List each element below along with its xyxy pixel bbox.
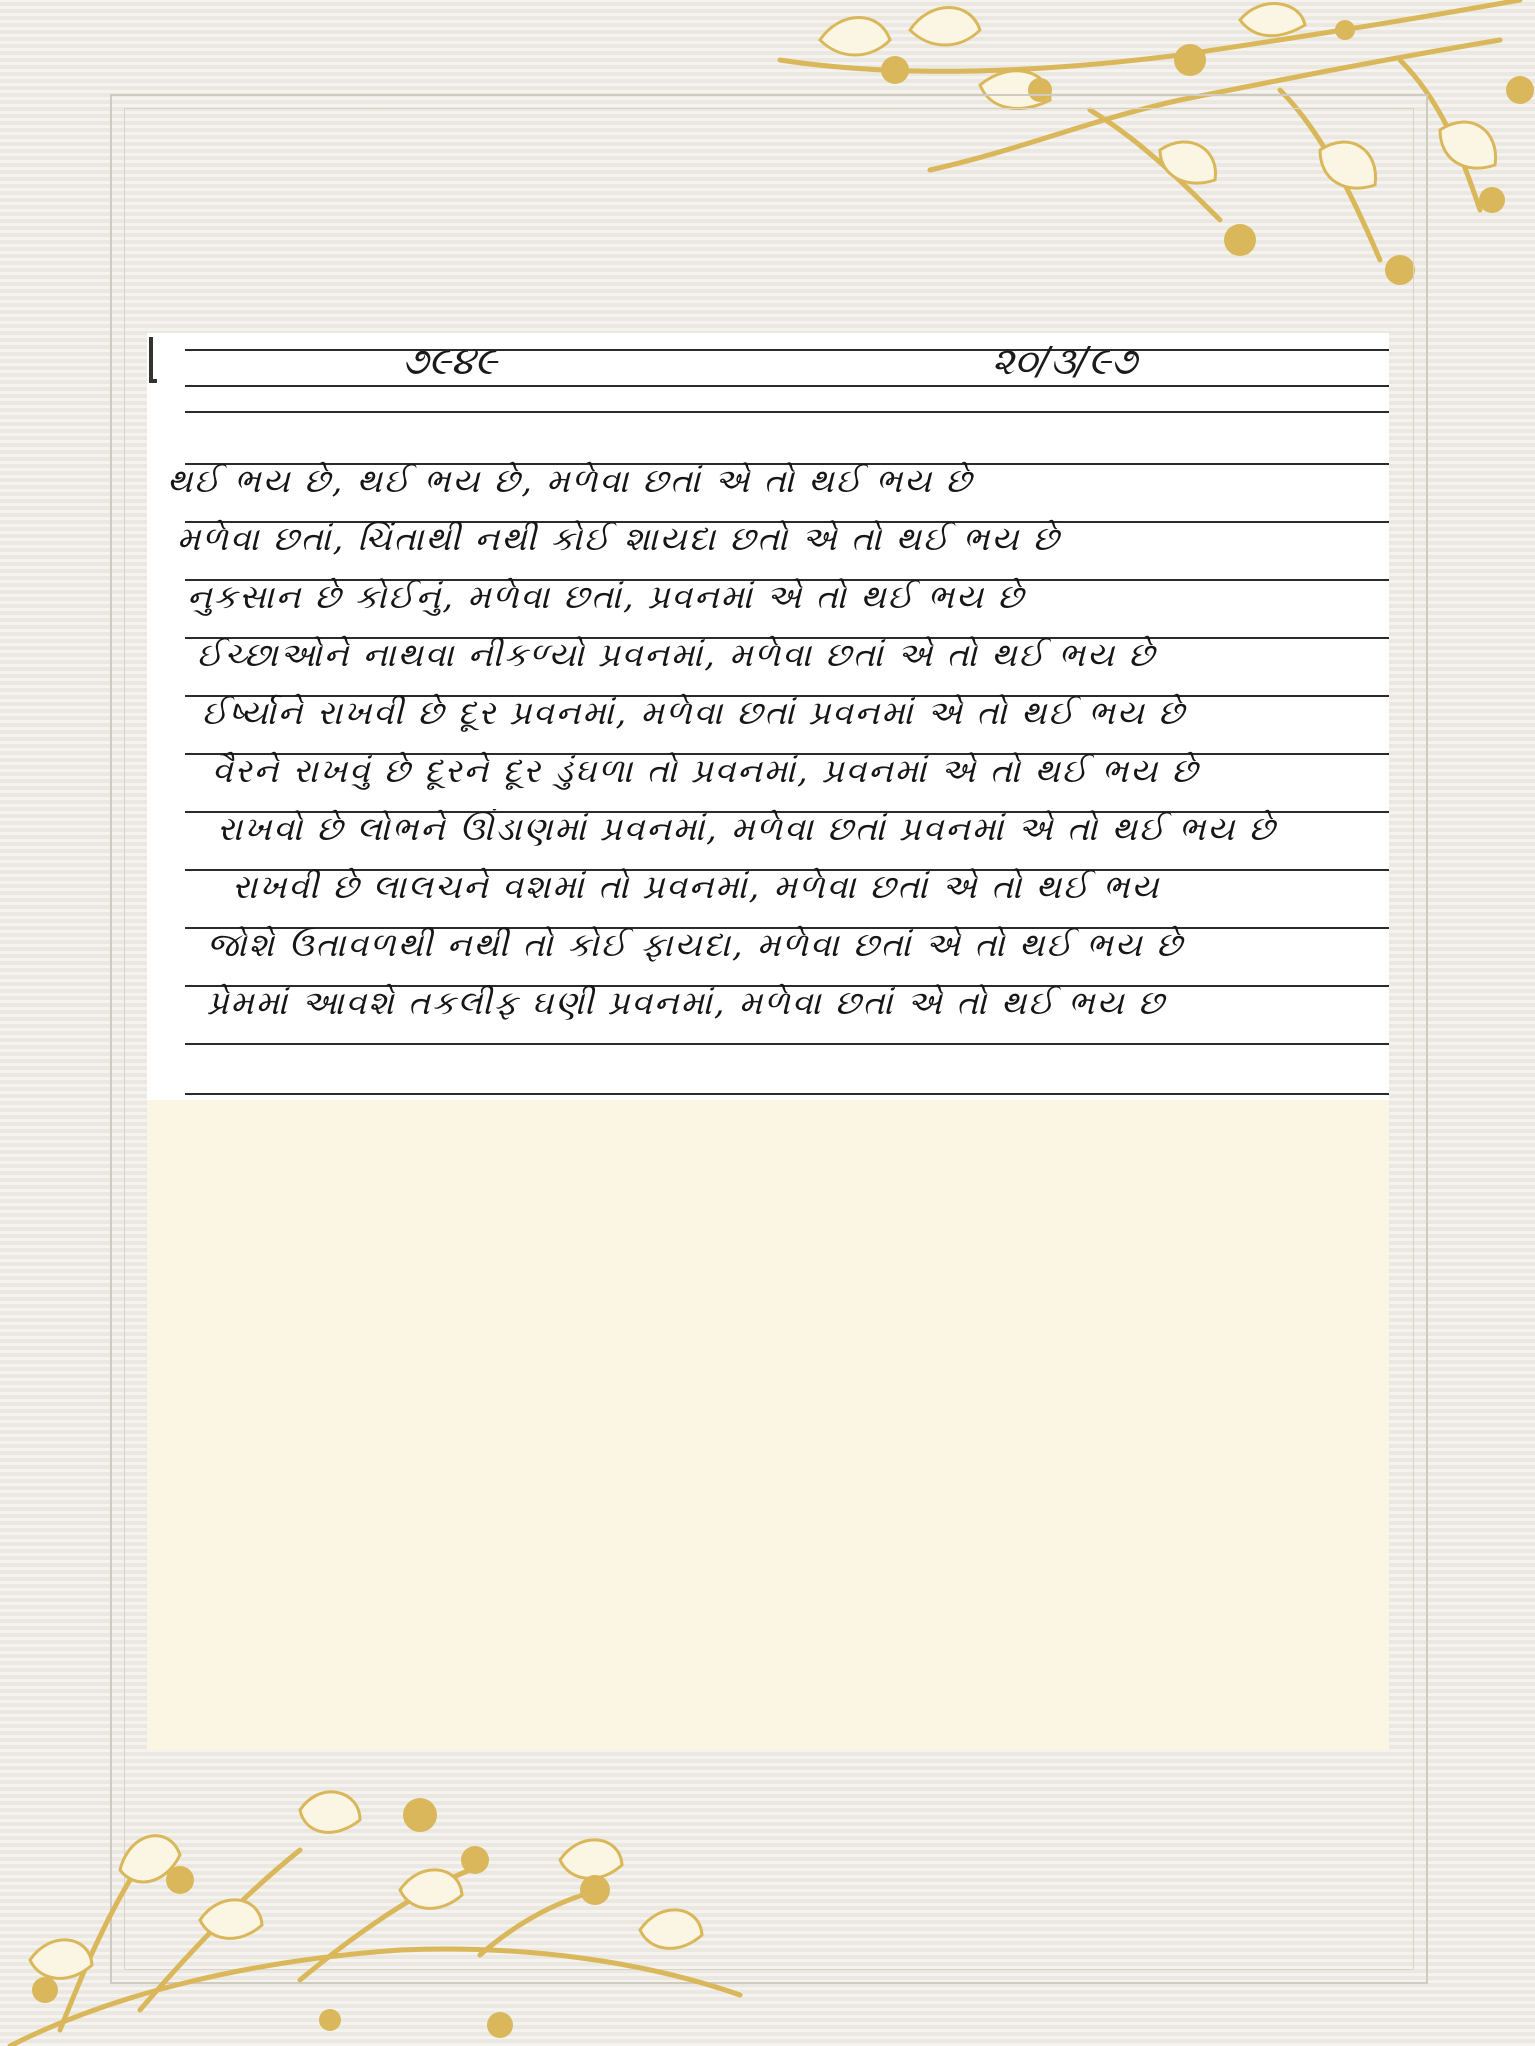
handwritten-line-9: જોશે ઉતાવળથી નથી તો કોઈ ફાયદા, મળેવા છતાં એ તો થઈ ભય છે [207,925,1184,964]
handwritten-line-6: વૈરને રાખવું છે દૂરને દૂર ડુંઘળા તો પ્રવનમાં, પ્રવનમાં એ તો થઈ ભય છે [212,751,1200,790]
handwritten-line-2: મળેવા છતાં, ચિંતાથી નથી કોઈ શાયદા છતો એ તો થઈ ભય છે [177,519,1061,558]
handwritten-line-10: પ્રેમમાં આવશે તકલીફ ઘણી પ્રવનમાં, મળેવા છતાં એ તો થઈ ભય છ [207,983,1166,1022]
handwritten-line-4: ઈચ્છાઓને નાથવા નીકળ્યો પ્રવનમાં, મળેવા છતાં એ તો થઈ ભય છે [197,635,1156,674]
blank-cream-panel [147,1100,1389,1750]
handwritten-line-1: થઈ ભય છે, થઈ ભય છે, મળેવા છતાં એ તો થઈ ભય છે [167,461,974,500]
margin-mark [149,337,157,383]
ruled-line [185,349,1389,351]
entry-number: ૭૯૪૯ [402,339,497,383]
entry-date: ૨૦/૩/૯૭ [992,339,1138,383]
ruled-line [185,1093,1389,1095]
handwritten-line-5: ઈર્ષ્યાને રાખવી છે દૂર પ્રવનમાં, મળેવા છતાં પ્રવનમાં એ તો થઈ ભય છે [202,693,1186,732]
handwritten-note-scan [147,333,1389,1100]
ruled-line [185,1043,1389,1045]
handwritten-line-7: રાખવો છે લોભને ઊંડાણમાં પ્રવનમાં, મળેવા છતાં પ્રવનમાં એ તો થઈ ભય છે [217,809,1277,848]
handwritten-line-3: નુકસાન છે કોઈનું, મળેવા છતાં, પ્રવનમાં એ તો થઈ ભય છે [187,577,1026,616]
ruled-line [185,385,1389,387]
handwritten-line-8: રાખવી છે લાલચને વશમાં તો પ્રવનમાં, મળેવા છતાં એ તો થઈ ભય [232,867,1161,906]
gold-vine-bottom-left-decoration [0,1780,760,2046]
ruled-line [185,411,1389,413]
